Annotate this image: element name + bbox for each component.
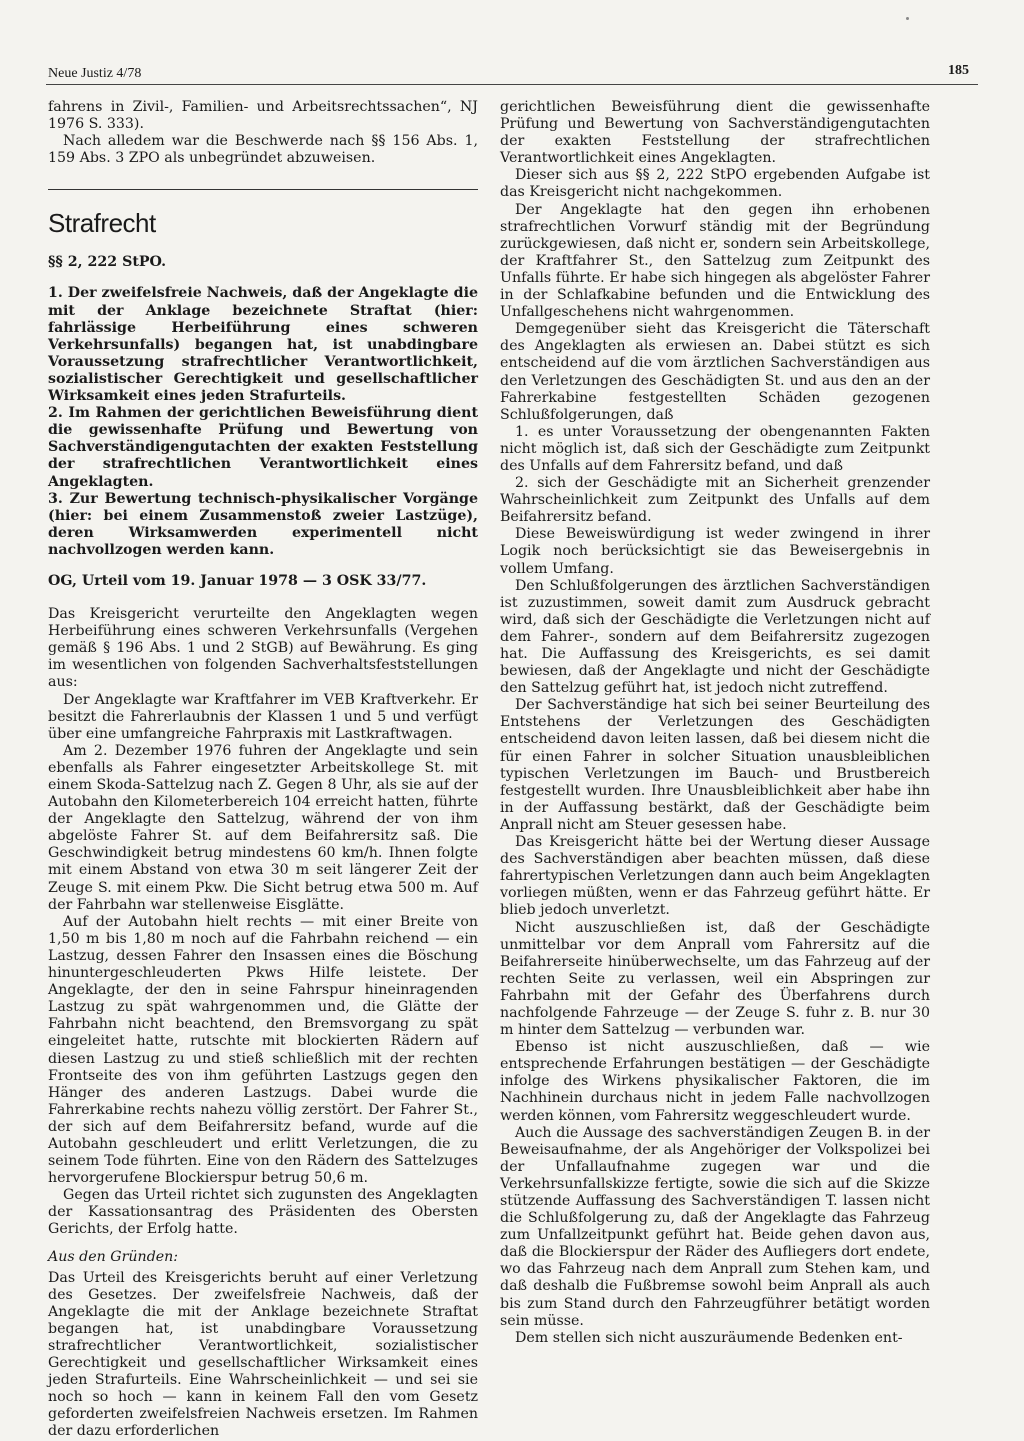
- paragraph: Dem stellen sich nicht auszuräumende Bedenken ent-: [515, 1329, 903, 1346]
- cited-norms: §§ 2, 222 StPO.: [48, 254, 167, 271]
- ruling-reference: OG, Urteil vom 19. Januar 1978 — 3 OSK 33/77.: [48, 572, 427, 589]
- section-title: Strafrecht: [48, 208, 156, 239]
- paragraph: Auf der Autobahn hielt rechts — mit einer Breite von 1,50 m bis 1,80 m noch auf die Fahrbahn reichend — ein Lastzug, dessen Fahrer den Insassen eines die Böschung hinuntergeschleuderten Pkws Hilfe leistete. Der Angeklagte, der den in seine Fahrspur hineinragenden Lastzug zu spät wahrgenommen und, die Glätte der Fahrbahn nicht beachtend, den Bremsvorgang zu spät eingeleitet hatte, rutschte mit blockierten Rädern auf diesen Lastzug zu und stieß schließlich mit der rechten Frontseite des von ihm geführten Lastzugs gegen den Hänger des anderen Lastzugs. Dabei wurde die Fahrerkabine rechts nahezu völlig zerstört. Der Fahrer St., der sich auf dem Beifahrersitz befand, wurde auf die Autobahn geschleudert und erlitt Verletzungen, die zu seinem Tode führten. Eine von den Rädern des Sattelzuges hervorgerufene Blockierspur betrug 50,6 m.: [48, 913, 478, 1187]
- paragraph: Gegen das Urteil richtet sich zugunsten des Angeklagten der Kassationsantrag des Präsidenten des Obersten Gerichts, der Erfolg hatte.: [48, 1187, 478, 1238]
- header-rule: [46, 84, 978, 85]
- paragraph: Das Urteil des Kreisgerichts beruht auf einer Verletzung des Gesetzes. Der zweifelsfreie Nachweis, daß der Angeklagte die mit der Anklage bezeichnete Straftat begangen hat, ist unabdingbare Voraussetzung strafrechtlicher Verantwortlichkeit, sozialistischer Gerechtigkeit und gesellschaftlicher Wirksamkeit eines jeden Strafurteils. Eine Wahrscheinlichkeit — und sei sie noch so hoch — kann in keinem Fall den vom Gesetz geforderten zweifelsfreien Nachweis ersetzen. Im Rahmen der dazu erforderlichen: [48, 1269, 478, 1440]
- paragraph: Der Angeklagte hat den gegen ihn erhobenen strafrechtlichen Vorwurf ständig mit der Begründung zurückgewiesen, daß nicht er, sondern sein Arbeitskollege, der Kraftfahrer St., den Sattelzug zum Zeitpunkt des Unfalls führte. Er habe sich hingegen als abgelöster Fahrer in der Schlafkabine befunden und die Entwicklung des Unfallgeschehens nicht wahrgenommen.: [500, 201, 930, 321]
- paragraph: Auch die Aussage des sachverständigen Zeugen B. in der Beweisaufnahme, der als Angehöriger der Volkspolizei bei der Unfallaufnahme zugegen war und die Verkehrsunfallskizze fertigte, sowie die sich auf die Skizze stützende Auffassung des Sachverständigen T. lassen nicht die Schlußfolgerung zu, daß der Angeklagte das Fahrzeug zum Unfallzeitpunkt geführt hat. Beide gehen davon aus, daß die Blockierspur der Räder des Aufliegers dort endete, wo das Fahrzeug nach dem Anprall zum Stehen kam, und daß deshalb die Fußbremse sowohl beim Anprall als auch bis zum Stand durch den Fahrzeugführer betätigt worden sein müsse.: [500, 1124, 930, 1329]
- scan-speck: [906, 17, 909, 20]
- continued-paragraph: fahrens in Zivil-, Familien- und Arbeitsrechtssachen“, NJ 1976 S. 333).: [48, 99, 478, 133]
- paragraph: Diese Beweiswürdigung ist weder zwingend in ihrer Logik noch berücksichtigt sie das Beweisergebnis in vollem Umfang.: [500, 526, 930, 577]
- right-column: [500, 99, 930, 1347]
- paragraph: Der Angeklagte war Kraftfahrer im VEB Kraftverkehr. Er besitzt die Fahrerlaubnis der Klassen 1 und 5 und verfügt über eine umfangreiche Fahrpraxis mit Lastkraftwagen.: [48, 691, 478, 742]
- running-header: Neue Justiz 4/78: [48, 66, 142, 81]
- paragraph: Nicht auszuschließen ist, daß der Geschädigte unmittelbar vor dem Anprall vom Fahrersitz auf die Beifahrerseite hinüberwechselte, um das Fahrzeug auf der rechten Seite zu verlassen, weil ein Abspringen zur Fahrbahn mit der Gefahr des Überfahrens durch nachfolgende Fahrzeuge — der Zeuge S. fuhr z. B. nur 30 m hinter dem Sattelzug — verbunden war.: [500, 919, 930, 1039]
- section-rule: [48, 189, 478, 190]
- list-item: 2. sich der Geschädigte mit an Sicherheit grenzender Wahrscheinlichkeit zum Zeitpunkt des Unfalls auf dem Beifahrersitz befand.: [500, 475, 930, 526]
- paragraph: Demgegenüber sieht das Kreisgericht die Täterschaft des Angeklagten als erwiesen an. Dabei stützt es sich entscheidend auf die vom ärztlichen Sachverständigen aus den Verletzungen des Geschädigten St. und aus den an der Fahrerkabine festgestellten Schäden gezogenen Schlußfolgerungen, daß: [500, 321, 930, 423]
- headnote-2: 2. Im Rahmen der gerichtlichen Beweisführung dient die gewissenhafte Prüfung und Bewertung von Sachverständigengutachten der exakten Feststellung der strafrechtlichen Verantwortlichkeit eines Angeklagten.: [48, 405, 478, 490]
- paragraph: Das Kreisgericht hätte bei der Wertung dieser Aussage des Sachverständigen aber beachten müssen, daß diese fahrertypischen Verletzungen dann auch beim Angeklagten vorliegen müßten, wenn er das Fahrzeug geführt hätte. Er blieb jedoch unverletzt.: [500, 834, 930, 919]
- left-column: [48, 99, 478, 1441]
- headnotes: [48, 285, 478, 559]
- paragraph: Ebenso ist nicht auszuschließen, daß — wie entsprechende Erfahrungen bestätigen — der Geschädigte infolge des Wirkens physikalischer Faktoren, die im Nachhinein durchaus nicht in jedem Falle nachvollzogen werden können, vom Fahrersitz weggeschleudert wurde.: [500, 1039, 930, 1124]
- paragraph: Der Sachverständige hat sich bei seiner Beurteilung des Entstehens der Verletzungen des Geschädigten entscheidend davon leiten lassen, daß bei diesem nicht die für einen Fahrer in solcher Situation unausbleiblichen typischen Verletzungen im Bauch- und Brustbereich festgestellt wurden. Ihre Unausbleiblichkeit aber habe ihn in der Auffassung bestärkt, daß der Geschädigte beim Anprall nicht am Steuer gesessen habe.: [500, 697, 930, 833]
- headnote-1: 1. Der zweifelsfreie Nachweis, daß der Angeklagte die mit der Anklage bezeichnete Straftat (hier: fahrlässige Herbeiführung eines schweren Verkehrsunfalls) begangen hat, ist unabdingbare Voraussetzung strafrechtlicher Verantwortlichkeit, sozialistischer Gerechtigkeit und gesellschaftlicher Wirksamkeit eines jeden Strafurteils.: [48, 285, 478, 405]
- page-number: 185: [948, 63, 969, 78]
- list-item: 1. es unter Voraussetzung der obengenannten Fakten nicht möglich ist, daß sich der Geschädigte zum Zeitpunkt des Unfalls auf dem Fahrersitz befand, und daß: [500, 423, 930, 474]
- headnote-3: 3. Zur Bewertung technisch-physikalischer Vorgänge (hier: bei einem Zusammenstoß zweier Lastzüge), deren Wirksamwerden experimentell nicht nachvollzogen werden kann.: [48, 490, 478, 558]
- continued-paragraph: gerichtlichen Beweisführung dient die gewissenhafte Prüfung und Bewertung von Sachverständigengutachten der exakten Feststellung der strafrechtlichen Verantwortlichkeit eines Angeklagten.: [500, 99, 930, 167]
- paragraph: Dieser sich aus §§ 2, 222 StPO ergebenden Aufgabe ist das Kreisgericht nicht nachgekommen.: [500, 167, 930, 201]
- paragraph: Den Schlußfolgerungen des ärztlichen Sachverständigen ist zuzustimmen, soweit damit zum Ausdruck gebracht wird, daß sich der Geschädigte die Verletzungen nicht auf dem Fahrer-, sondern auf dem Beifahrersitz zugezogen hat. Die Auffassung des Kreisgerichts, es sei damit bewiesen, daß der Angeklagte und nicht der Geschädigte den Sattelzug geführt hat, ist jedoch nicht zutreffend.: [500, 577, 930, 697]
- reasons-heading: Aus den Gründen:: [48, 1248, 179, 1265]
- paragraph: Nach alledem war die Beschwerde nach §§ 156 Abs. 1, 159 Abs. 3 ZPO als unbegründet abzuweisen.: [48, 133, 478, 167]
- paragraph: Am 2. Dezember 1976 fuhren der Angeklagte und sein ebenfalls als Fahrer eingesetzter Arbeitskollege St. mit einem Skoda-Sattelzug nach Z. Gegen 8 Uhr, als sie auf der Autobahn den Kilometerbereich 104 erreicht hatten, führte der Angeklagte den Sattelzug, während der von ihm abgelöste Fahrer St. auf dem Beifahrersitz saß. Die Geschwindigkeit betrug mindestens 60 km/h. Ihnen folgte mit einem Abstand von etwa 30 m seit längerer Zeit der Zeuge S. mit einem Pkw. Die Sicht betrug etwa 500 m. Auf der Fahrbahn war stellenweise Eisglätte.: [48, 742, 478, 913]
- paragraph: Das Kreisgericht verurteilte den Angeklagten wegen Herbeiführung eines schweren Verkehrsunfalls (Vergehen gemäß § 196 Abs. 1 und 2 StGB) auf Bewährung. Es ging im wesentlichen von folgenden Sachverhaltsfeststellungen aus:: [48, 606, 478, 691]
